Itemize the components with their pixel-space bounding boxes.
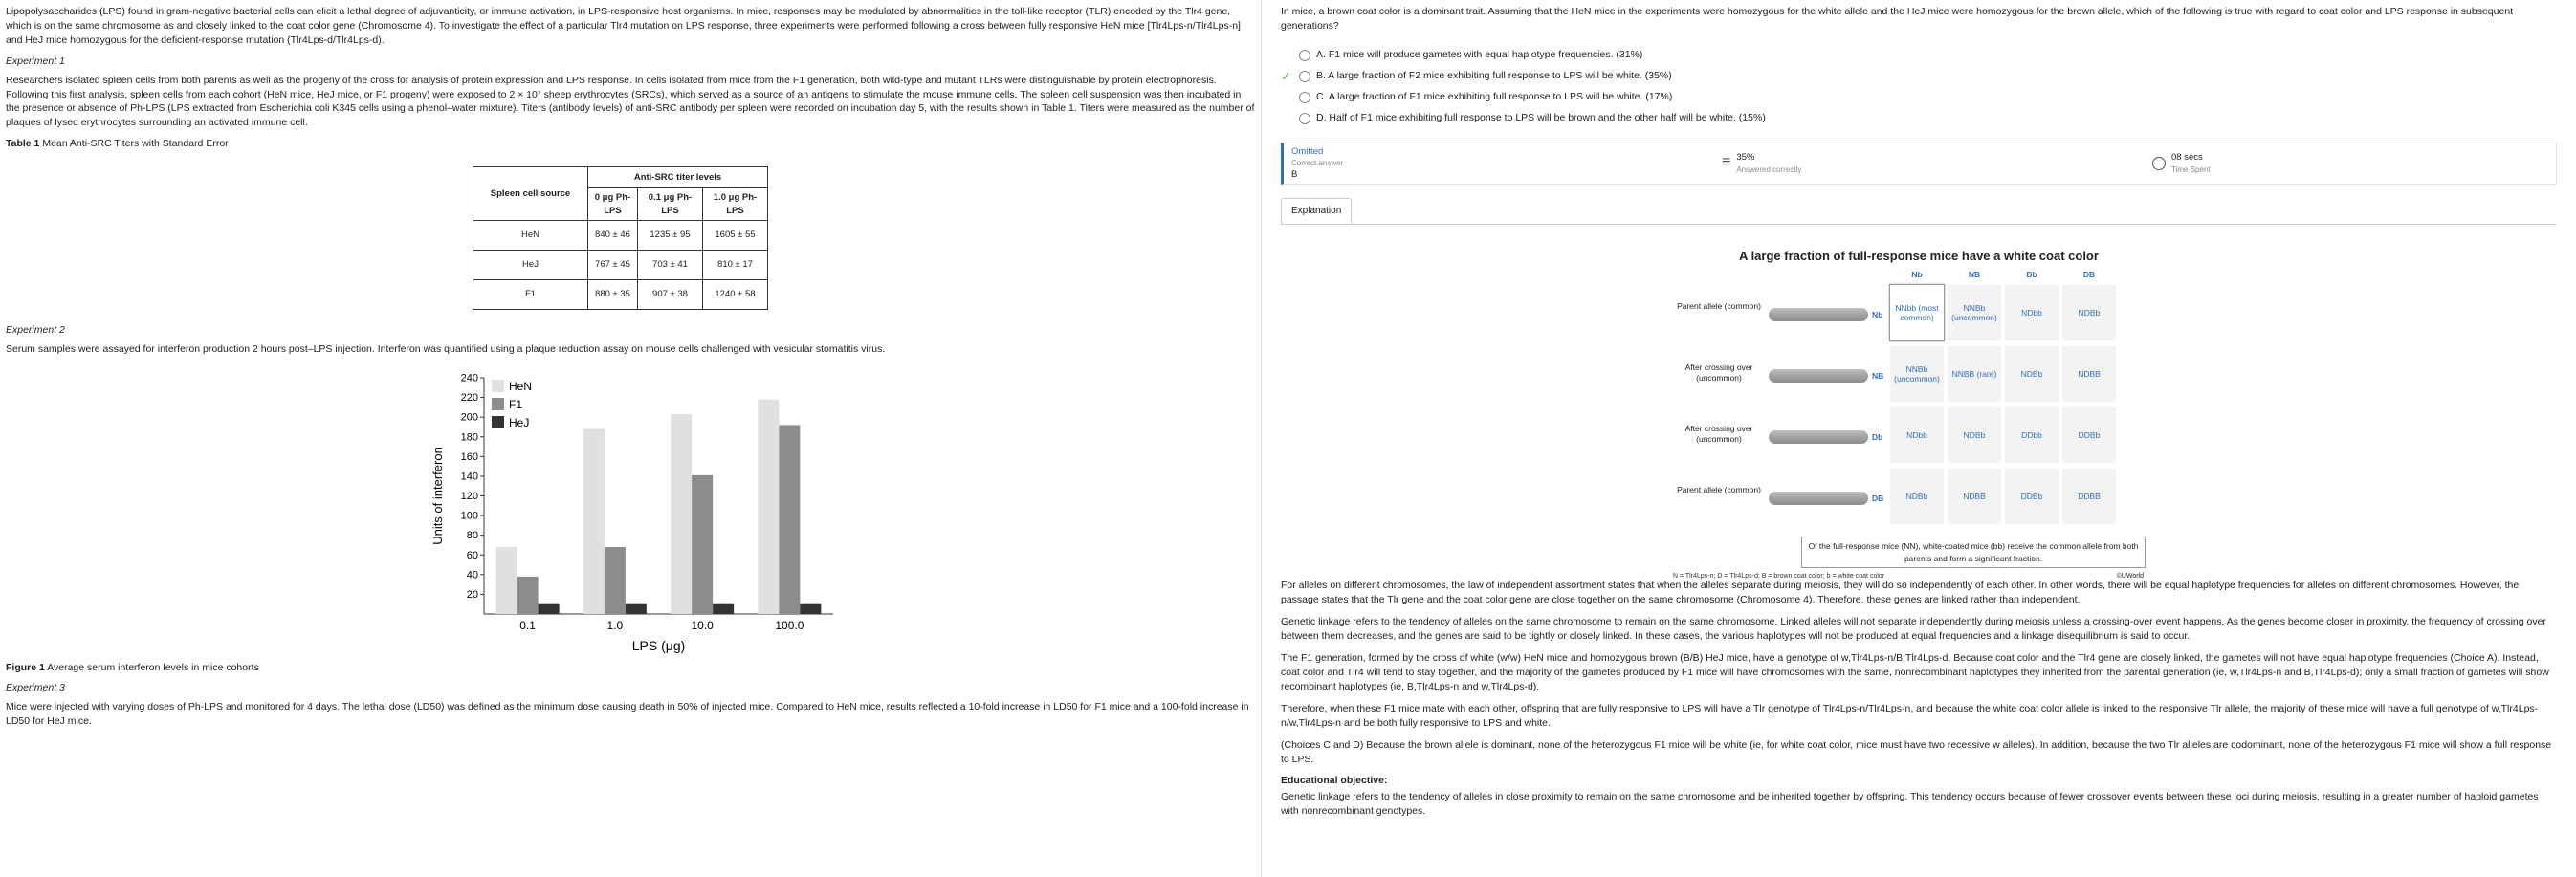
explanation-paragraph: The F1 generation, formed by the cross of white (w/w) HeN mice and homozygous brown (B/B) HeJ mice, have a genotype of w,Tlr4Lps-n/B,Tlr4Lps-d. Because coat color and the Tlr4 gene are closely linked, the gametes will not have equal haplotype frequencies (Choice A). Instead, coat color and Tlr4 will tend to stay together, and the majority of the gametes produced by F1 mice will have chromosomes with the same, nonrecombinant haplotypes they inherited from the parental generation (ie, w,Tlr4Lps-n and B,Tlr4Lps-d); only a small fraction of gametes will show recombinant haplotypes (ie, B,Tlr4Lps-n and w,Tlr4Lps-d). [1281,652,2549,692]
punnett-cell: NDBb [2061,284,2117,341]
y-tick-label: 200 [460,411,478,424]
table-cell: 810 ± 17 [703,251,768,280]
x-tick-label: 0.1 [519,618,536,632]
figure-caption-label: Figure 1 [6,661,45,673]
question-panel [1261,0,2576,877]
column-header: Nb [1911,270,1923,280]
bar-hen [583,428,605,613]
experiment-2-title: Experiment 2 [6,324,65,337]
figure-caption [6,661,1255,675]
row-label: Parent allele (common) [1677,485,1761,495]
punnett-diagram [1673,269,2144,584]
explanation-text [1281,579,2557,819]
choice-label: D. Half of F1 mice exhibiting full response to LPS will be brown and the other half will be white. (15%) [1316,112,1766,124]
time-spent-stat [2152,151,2211,175]
table-row [473,221,768,251]
bar-hen [671,414,692,614]
clock-icon [2152,157,2166,170]
table-cell: F1 [473,280,588,310]
row-label: After crossing over (uncommon) [1684,424,1753,445]
y-axis-label: Units of interferon [430,447,445,545]
choice-label: A. F1 mice will produce gametes with equal haplotype frequencies. (31%) [1316,49,1643,61]
bar-hej [800,604,821,614]
omitted-label: Omitted [1291,145,1324,157]
table-cell: 767 ± 45 [588,251,638,280]
punnett-cell: NNBb (uncommon) [1889,345,1945,403]
table-header-col: 0 μg Ph-LPS [588,188,638,221]
bar-f1 [692,475,713,614]
radio-icon[interactable] [1299,71,1310,82]
passage-intro: Lipopolysaccharides (LPS) found in gram-negative bacterial cells can elicit a lethal degree of adjuvanticity, or immune activation, in LPS-responsive host organisms. In mice, responses may be modulated by abnormalities in the toll-like receptor (TLR) encoded by the Tlr4 gene, which is on the same chromosome as and closely linked to the coat color gene (Chromosome 4). To investigate the effect of a particular Tlr4 mutation on LPS response, three experiments were performed following a cross between fully responsive HeN mice [Tlr4Lps-n/Tlr4Lps-n] and HeJ mice homozygous for the deficient-response mutation (Tlr4Lps-d/Tlr4Lps-d). [6,6,1241,46]
percent-correct-label: Answered correctly [1736,164,1802,174]
chromosome-icon [1769,492,1868,505]
table-cell: 1605 ± 55 [703,221,768,251]
allele-label: DB [1872,493,1884,504]
radio-icon[interactable] [1299,50,1310,61]
row-label: Parent allele (common) [1677,301,1761,312]
punnett-cell: NDBB [2061,345,2117,403]
experiment-1-text: Researchers isolated spleen cells from both parents as well as the progeny of the cross for analysis of protein expression and LPS response. In cells isolated from mice from the F1 generation, both wild-type and mutant TLRs were distinguishable by protein electrophoresis. Following this first analysis, spleen cells from each cohort (HeN mice, HeJ mice, or F1 progeny) were exposed to 2 × 10⁷ sheep erythrocytes (SRCs), which served as a source of an antigens to stimulate the mouse immune cells. The spleen cell suspension was then incubated in the presence or absence of Ph-LPS (LPS extracted from Escherichia coli K345 cells using a phenol–water mixture). Titers (antibody levels) of anti-SRC antibody per spleen were recorded on incubation day 5, with the results shown in Table 1. Titers were measured as the number of plaques of lysed erythrocytes surrounding an activated immune cell. [6,74,1255,129]
table-row [473,280,768,310]
correct-answer-value: B [1291,169,1298,181]
figure-caption-text: Average serum interferon levels in mice cohorts [47,661,259,673]
percent-correct-value: 35% [1736,152,1755,164]
choice-d[interactable] [1281,108,2557,129]
legend-swatch [492,416,504,428]
table-cell: 840 ± 46 [588,221,638,251]
result-status [1291,145,1722,182]
bar-f1 [779,425,800,614]
experiment-1-title: Experiment 1 [6,55,65,67]
punnett-cell: DDBb [2061,406,2117,464]
y-tick-label: 240 [460,372,478,384]
choice-label: B. A large fraction of F2 mice exhibiting full response to LPS will be white. (35%) [1316,70,1672,82]
correct-answer-label: Correct answer [1291,159,1344,168]
choice-label: C. A large fraction of F1 mice exhibiting full response to LPS will be white. (17%) [1316,91,1673,103]
x-axis-label: LPS (μg) [631,637,686,653]
punnett-cell: NDbb [1889,406,1945,464]
table-row [473,251,768,280]
table-caption-label: Table 1 [6,138,40,150]
chromosome-icon [1769,308,1868,321]
radio-icon[interactable] [1299,113,1310,124]
table-caption-text: Mean Anti-SRC Titers with Standard Error [42,138,229,150]
answer-choices [1281,45,2557,129]
y-tick-label: 80 [466,530,478,542]
bar-chart-icon: ≡ [1722,154,1731,171]
experiment-3-text: Mice were injected with varying doses of Ph-LPS and monitored for 4 days. The lethal dose (LD50) was defined as the minimum dose causing death in 50% of injected mice. Compared to HeN mice, results reflected a 10-fold increase in LD50 for F1 mice and a 100-fold increase in LD50 for HeJ mice. [6,700,1249,727]
table-cell: 1235 ± 95 [638,221,703,251]
explanation-paragraph: For alleles on different chromosomes, the law of independent assortment states that when the alleles separate during meiosis, they will do so independently of each other. In other words, there will be equal haplotype frequencies for alleles on different chromosomes. However, the passage states that the Tlr gene and the coat color gene are close together on the same chromosome (Chromosome 4). Therefore, these genes are linked rather than independent. [1281,580,2520,606]
table-header-group: Anti-SRC titer levels [588,167,768,188]
explanation-paragraph: (Choices C and D) Because the brown allele is dominant, none of the heterozygous F1 mice will be white (ie, for white coat color, mice must have two recessive w alleles). In addition, because the two Tlr alleles are codominant, none of the heterozygous F1 mice will show a full response to LPS. [1281,738,2552,765]
punnett-cell: NDBb [1947,406,2002,464]
experiment-2-text: Serum samples were assayed for interferon production 2 hours post–LPS injection. Interferon was quantified using a plaque reduction assay on mouse cells challenged with vesicular stomatitis virus. [6,343,886,356]
x-tick-label: 1.0 [606,618,624,632]
column-header: DB [2082,270,2096,280]
allele-label: NB [1872,371,1884,382]
y-tick-label: 180 [460,431,478,444]
punnett-cell: NDbb [2004,284,2059,341]
checkmark-icon: ✓ [1281,68,1291,83]
punnett-cell: NNBb (uncommon) [1947,284,2002,341]
column-header: Db [2026,270,2037,280]
punnett-cell: NNBB (rare) [1947,345,2002,403]
y-tick-label: 120 [460,490,478,502]
table-caption [6,137,1255,151]
y-tick-label: 220 [460,392,478,405]
y-tick-label: 160 [460,450,478,463]
interferon-chart [427,370,848,657]
bar-f1 [605,547,626,614]
educational-objective-text: Genetic linkage refers to the tendency of alleles in close proximity to remain on the same chromosome and be inherited together by offspring. This tendency occurs because of fewer crossover events between these loci during meiosis, resulting in a greater number of haploid gametes with nonrecombinant genotypes. [1281,791,2539,818]
choice-a[interactable] [1281,45,2557,66]
punnett-cell: DDbb [2004,406,2059,464]
diagram-note: Of the full-response mice (NN), white-coated mice (bb) receive the common allele from both parents and form a significant fraction. [1801,537,2146,567]
time-spent-label: Time Spent [2171,164,2211,174]
explanation-paragraph: Genetic linkage refers to the tendency of alleles on the same chromosome to remain on the same chromosome. Linked alleles will not separate independently during meiosis unless a crossing-over event happens. As the genes become closer in proximity, the frequency of crossing over between them decreases, and the genes are said to be tightly or closely linked. In these cases, the various haplotypes will not be produced at equal frequencies and a linkage disequilibrium is said to occur. [1281,616,2546,643]
experiment-3-title: Experiment 3 [6,681,65,693]
table-cell: 703 ± 41 [638,251,703,280]
y-tick-label: 40 [466,569,478,581]
chromosome-icon [1769,369,1868,383]
punnett-cell: NDBb [2004,345,2059,403]
punnett-cell: NNbb (most common) [1889,284,1945,341]
choice-c[interactable] [1281,87,2557,108]
y-tick-label: 20 [466,588,478,601]
table-cell: HeJ [473,251,588,280]
choice-b[interactable] [1281,66,2557,87]
titer-table [473,166,768,310]
chromosome-icon [1769,430,1868,444]
punnett-cell: DDBb [2004,468,2059,525]
table-header-source: Spleen cell source [473,167,588,221]
legend-label: HeJ [509,415,530,429]
time-spent-value: 08 secs [2171,152,2203,164]
copyright: ©UWorld [2116,573,2144,581]
result-stats-bar [1281,143,2557,185]
y-tick-label: 140 [460,471,478,483]
bar-hej [713,604,734,614]
legend-label: F1 [509,397,523,411]
column-header: NB [1968,270,1981,280]
bar-hej [626,604,647,614]
table-header-col: 0.1 μg Ph-LPS [638,188,703,221]
allele-label: Nb [1872,310,1883,320]
bar-hen [496,547,517,614]
percent-correct-stat [1722,151,2152,175]
table-cell: 880 ± 35 [588,280,638,310]
explanation-paragraph: Therefore, when these F1 mice mate with each other, offspring that are fully responsive to LPS will have a Tlr genotype of Tlr4Lps-n/Tlr4Lps-n, and because the white coat color allele is linked to the responsive Tlr allele, the majority of these mice will have a full genotype of w,Tlr4Lps-n/w,Tlr4Lps-n and be both fully responsive to LPS and white. [1281,702,2539,729]
y-tick-label: 60 [466,549,478,561]
legend-swatch [492,380,504,392]
legend-label: HeN [509,379,533,393]
bar-f1 [517,577,539,614]
x-tick-label: 10.0 [691,618,714,632]
diagram-footnote: N = Tlr4Lps-n; D = Tlr4Lps-d; B = brown coat color; b = white coat color [1673,573,1885,581]
interferon-chart-svg [427,370,848,657]
legend-swatch [492,398,504,410]
tab-explanation[interactable]: Explanation [1281,198,1352,224]
row-label: After crossing over (uncommon) [1684,362,1753,384]
y-tick-label: 100 [460,510,478,522]
bar-hej [539,604,560,614]
table-cell: HeN [473,221,588,251]
punnett-cell: NDBB [1947,468,2002,525]
punnett-cell: NDBb [1889,468,1945,525]
table-cell: 907 ± 38 [638,280,703,310]
allele-label: Db [1872,432,1883,443]
diagram-title: A large fraction of full-response mice have a white coat color [1739,249,2099,263]
punnett-cell: DDBB [2061,468,2117,525]
radio-icon[interactable] [1299,92,1310,103]
question-stem: In mice, a brown coat color is a dominant trait. Assuming that the HeN mice in the experiments were homozygous for the white allele and the HeJ mice were homozygous for the brown allele, which of the following is true with regard to coat color and LPS response in subsequent generations? [1281,6,2514,32]
table-header-col: 1.0 μg Ph-LPS [703,188,768,221]
passage-panel [0,0,1261,877]
bar-hen [758,400,779,614]
tab-divider [1281,224,2557,225]
educational-objective-title: Educational objective: [1281,775,1388,787]
table-cell: 1240 ± 58 [703,280,768,310]
x-tick-label: 100.0 [775,618,804,632]
